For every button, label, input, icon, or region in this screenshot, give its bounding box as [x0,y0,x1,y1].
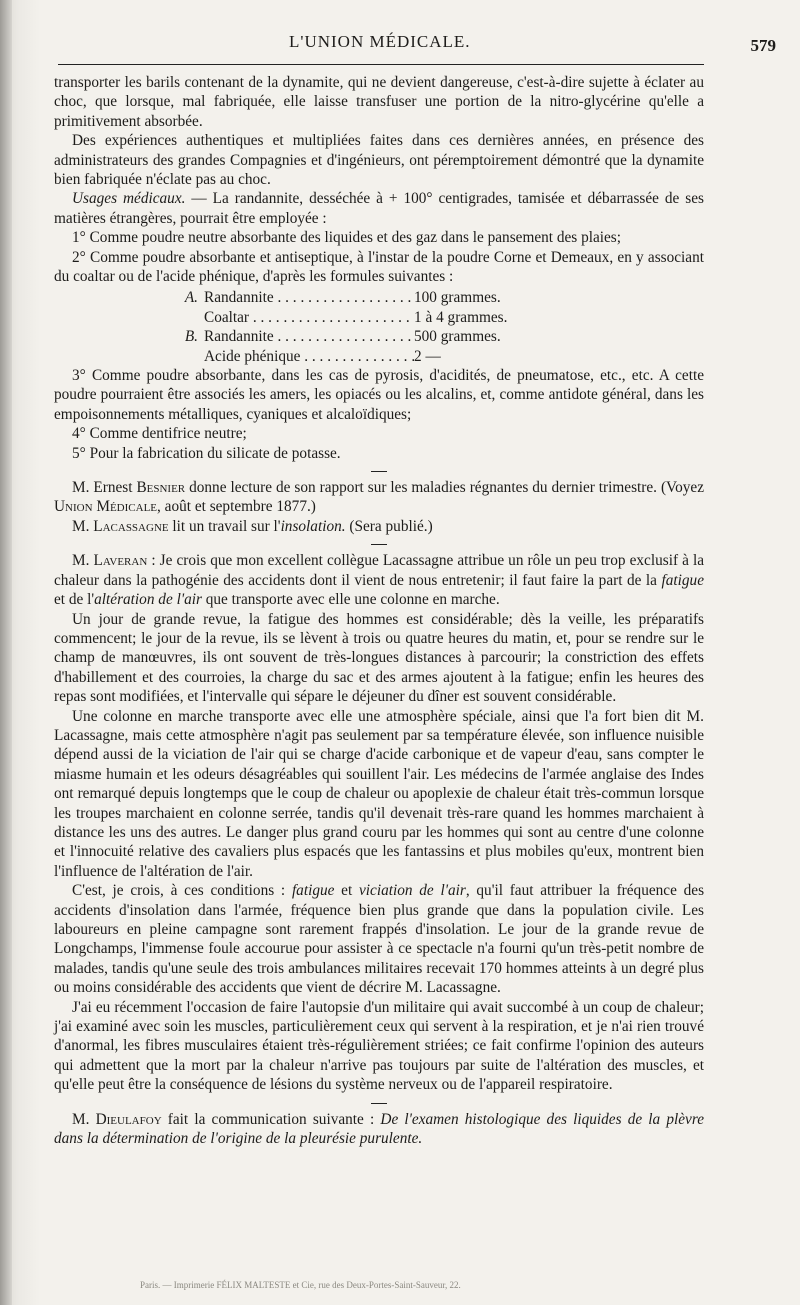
formula-label [54,308,204,327]
formula-quantity: 1 à 4 grammes. [414,308,508,326]
book-spine-shadow [0,0,12,1305]
formula-label [54,347,204,366]
journal-name: Union Médicale [54,498,158,516]
formula-quantity: 500 grammes. [414,328,501,346]
paragraph-laveran [54,551,704,609]
conditions-text-mid: et [334,882,359,900]
formula-row [54,288,704,307]
formula-ingredient: Coaltar . . . [204,308,414,327]
running-title: L'UNION MÉDICALE. [289,32,471,51]
conditions-text: C'est, je crois, à ces conditions : [72,882,292,900]
lacassagne-topic: insolation. [280,517,346,535]
speaker-name: Dieulafoy [95,1110,162,1128]
speaker-prefix: M. [72,517,94,535]
page-header [54,30,776,60]
dieulafoy-text: fait la communication suivante : [161,1110,381,1128]
paragraph-besnier [54,478,704,517]
speaker-prefix: M. Ernest [72,479,137,497]
formula-quantity: 2 — [414,347,441,365]
lacassagne-text: lit un travail sur l' [168,517,281,535]
conditions-text-end: , qu'il faut attribuer la fréquence des accidents d'insolation dans l'armée, fréquence bien plus grande que dans la population civile. Les laboureurs en pleine campagne sont rarement frappés d'insolation. Le jour de la grande revue de Longchamps, l'immense foule accourue pour assister à ce spectacle n'a fourni qu'un très-petit nombre de malades, tandis qu'une seule des trois ambulances militaires recevait 170 hommes atteints à un degré plus ou moins considérable des accidents que vient de décrire M. Lacassagne. [54,882,705,997]
page-number: 579 [750,36,776,55]
printer-footer: Paris. — Imprimerie FÉLIX MALTESTE et Cie, rue des Deux-Portes-Saint-Sauveur, 22. [140,1280,461,1290]
paragraph-revue: Un jour de grande revue, la fatigue des hommes est considérable; dès la veille, les préparatifs commencent; le jour de la revue, ils se lèvent à trois ou quatre heures du matin, et, pour se rendre sur le champ de manœuvres, ils ont souvent de très-longues distances à parcourir; la constriction des effets d'habillement et des courroies, la charge du sac et des armes ajoutent à la fatigue; enfin les heures des repas sont modifiées, et l'intervalle qui sépare le déjeuner du dîner est souvent considérable. [54,610,704,706]
section-divider [371,471,387,472]
speaker-name: Lacassagne [93,517,169,535]
section-divider [371,544,387,545]
conditions-emphasis-air: viciation de l'air [358,882,466,900]
formula-label: B. [184,328,198,346]
section-divider [371,1103,387,1104]
paragraph-autopsie: J'ai eu récemment l'occasion de faire l'autopsie d'un militaire qui avait succombé à un coup de chaleur; j'ai examiné avec soin les muscles, particulièrement ceux qui servent à la respiration, et je n'ai rien trouvé d'anormal, les fibres musculaires étaient très-régulièrement striées; ce fait confirme l'opinion des auteurs qui admettent que la mort par la chaleur n'arrive pas toujours par suite de l'altération des muscles, et qu'elle peut être la conséquence de lésions du système nerveux ou de l'appareil respiratoire. [54,998,704,1094]
paragraph-conditions [54,881,704,997]
paragraph-dieulafoy [54,1110,704,1149]
conditions-emphasis-fatigue: fatigue [291,882,335,900]
laveran-text: : Je crois que mon excellent collègue Lacassagne attribue un rôle un peu trop exclusif à la chaleur dans la pathogénie des accidents dont il vient de nous entretenir; il faut faire la part de la [54,552,705,589]
paragraph-lacassagne [54,517,704,536]
communication-title: De l'examen histologique des liquides de la plèvre dans la détermination de l'origine de la pleurésie purulente. [54,1110,705,1148]
formula-label: A. [184,289,198,307]
formula-ingredient: Acide phénique . . . [204,347,414,366]
usages-heading: Usages médicaux. [72,190,186,208]
formula-quantity: 100 grammes. [414,289,501,307]
formula-row [54,347,704,366]
paragraph-experiences: Des expériences authentiques et multipliées faites dans ces dernières années, en présence des administrateurs des grandes Compagnies et d'ingénieurs, ont péremptoirement démontré que la dynamite bien fabriquée n'éclate pas au choc. [54,132,704,189]
list-item-3: 3° Comme poudre absorbante, dans les cas de pyrosis, d'acidités, de pneumatose, etc., etc. A cette poudre pourraient être associés les amers, les opiacés ou les alcalins, et, comme antidote général, dans les empoisonnements métalliques, cyaniques et alcaloïdiques; [54,367,704,423]
body-text [54,73,704,1148]
formula-row [54,327,704,346]
paragraph-dynamite: transporter les barils contenant de la dynamite, qui ne devient dangereuse, c'est-à-dire sujette à éclater au choc, que lorsque, mal fabriquée, elle laisse transfuser une portion de la nitro-glycérine qu'elle a primitivement absorbée. [54,74,704,130]
list-item-5: 5° Pour la fabrication du silicate de potasse. [72,444,341,462]
lacassagne-text-end: (Sera publié.) [345,517,433,535]
speaker-name: Besnier [136,479,186,497]
speaker-prefix: M. [72,1110,96,1128]
formula-row [54,308,704,327]
formula-table [54,288,704,366]
list-item-4: 4° Comme dentifrice neutre; [72,425,247,443]
list-item-1: 1° Comme poudre neutre absorbante des liquides et des gaz dans le pansement des plaies; [72,229,621,247]
speaker-prefix: M. [72,552,94,570]
laveran-emphasis-fatigue: fatigue [661,571,704,589]
paragraph-colonne: Une colonne en marche transporte avec elle une atmosphère spéciale, ainsi que l'a fort bien dit M. Lacassagne, mais cette atmosphère n'agit pas seulement par sa température élevée, son influence nuisible dépend aussi de la viciation de l'air qui se charge d'acide carbonique et de vapeur d'eau, sans compter le miasme humain et les odeurs désagréables qui souillent l'air. Les médecins de l'armée anglaise des Indes ont remarqué depuis longtemps que le coup de chaleur ou apoplexie de chaleur était très-commun lorsque les troupes marchaient en colonne serrée, tandis qu'il devenait très-rare quand les hommes marchaient à distance les uns des autres. Le danger plus grand couru par les hommes qui sont au centre d'une colonne et l'innocuité relative des cavaliers plus espacés que les fantassins et plus mobiles qu'eux, montrent bien l'influence de l'altération de l'air. [54,707,704,880]
list-item-2: 2° Comme poudre absorbante et antiseptique, à l'instar de la poudre Corne et Demeaux, en y associant du coaltar ou de l'acide phénique, d'après les formules suivantes : [54,248,704,286]
laveran-text-mid: et de l' [54,591,95,609]
formula-ingredient: Randannite . . . [204,288,414,307]
formula-ingredient: Randannite . . . [204,327,414,346]
header-rule [58,64,704,65]
laveran-emphasis-air: altération de l'air [94,591,202,609]
paragraph-usages [54,189,704,228]
speaker-name: Laveran [93,552,148,570]
besnier-text: donne lecture de son rapport sur les maladies régnantes du dernier trimestre. (Voyez [185,479,704,497]
usages-text: — La randannite, desséchée à + 100° centigrades, tamisée et débarrassée de ses matières étrangères, pourrait être employée : [54,190,704,227]
besnier-text-end: , août et septembre 1877.) [157,498,316,516]
laveran-text-end: que transporte avec elle une colonne en marche. [201,591,500,609]
